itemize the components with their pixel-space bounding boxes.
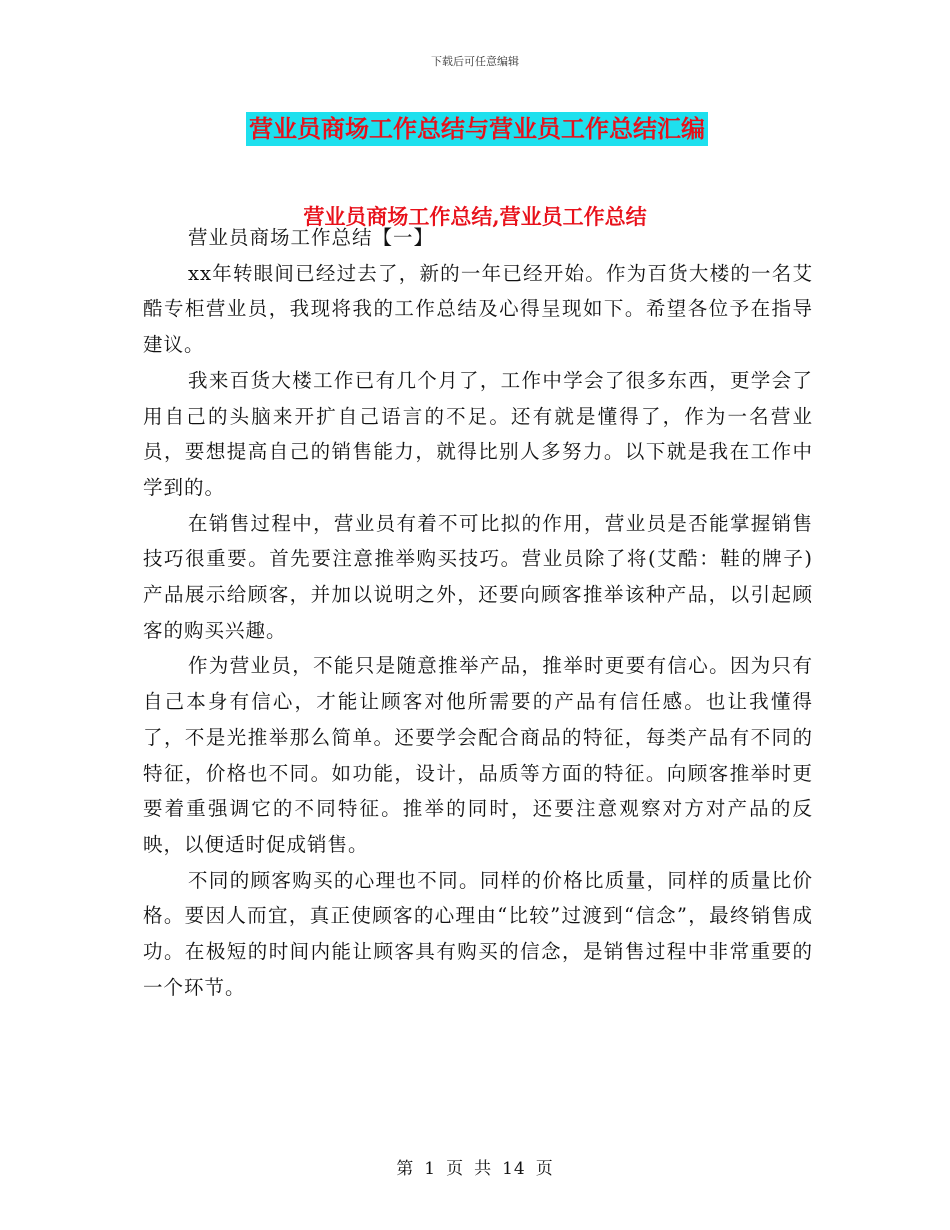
- paragraph-5: 不同的顾客购买的心理也不同。同样的价格比质量，同样的质量比价格。要因人而宜，真正使顾客的心理由“比较”过渡到“信念”，最终销售成功。在极短的时间内能让顾客具有购买的信念，是销售过程中非常重要的一个环节。: [143, 868, 813, 999]
- header-note: 下载后可任意编辑: [431, 55, 519, 68]
- paragraph-1: xx年转眼间已经过去了，新的一年已经开始。作为百货大楼的一名艾酷专柜营业员，我现将我的工作总结及心得呈现如下。希望各位予在指导建议。: [143, 261, 813, 357]
- total-pages: 14: [502, 1159, 526, 1179]
- paragraph-4: 作为营业员，不能只是随意推举产品，推举时更要有信心。因为只有自己本身有信心，才能让顾客对他所需要的产品有信任感。也让我懂得了，不是光推举那么简单。还要学会配合商品的特征，每类产品有不同的特征，价格也不同。如功能，设计，品质等方面的特征。向顾客推举时更要着重强调它的不同特征。推举的同时，还要注意观察对方对产品的反映，以便适时促成销售。: [143, 654, 813, 856]
- page-footer: [0, 1154, 950, 1179]
- footer-prefix: 第: [396, 1159, 415, 1179]
- paragraph-2: 我来百货大楼工作已有几个月了，工作中学会了很多东西，更学会了用自己的头脑来开扩自己语言的不足。还有就是懂得了，作为一名营业员，要想提高自己的销售能力，就得比别人多努力。以下就是我在工作中学到的。: [143, 368, 813, 499]
- section-heading: 营业员商场工作总结【一】: [188, 226, 435, 249]
- document-title: 营业员商场工作总结与营业员工作总结汇编: [246, 112, 708, 146]
- footer-total-prefix: 共: [474, 1159, 493, 1179]
- document-subtitle: 营业员商场工作总结,营业员工作总结: [303, 204, 647, 229]
- paragraph-3: 在销售过程中，营业员有着不可比拟的作用，营业员是否能掌握销售技巧很重要。首先要注意推举购买技巧。营业员除了将(艾酷：鞋的牌子)产品展示给顾客，并加以说明之外，还要向顾客推举该种产品，以引起顾客的购买兴趣。: [143, 511, 813, 642]
- page-number: 1: [424, 1159, 437, 1179]
- footer-page-unit: 页: [446, 1159, 465, 1179]
- footer-total-unit: 页: [535, 1159, 554, 1179]
- body-text: [143, 220, 813, 1005]
